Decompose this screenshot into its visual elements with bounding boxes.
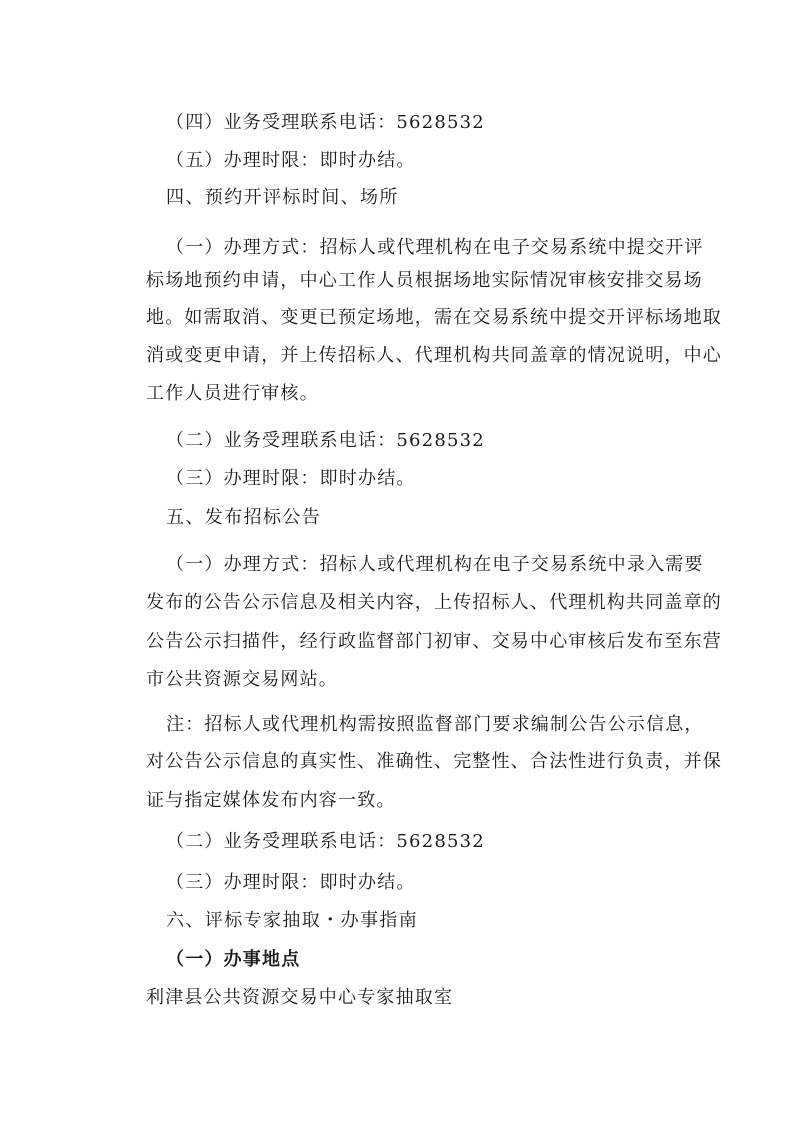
subheading: （一）办事地点 xyxy=(166,949,301,970)
contact-phone-line: （二）业务受理联系电话：5628532 xyxy=(166,831,485,852)
paragraph-line: 市公共资源交易网站。 xyxy=(146,669,338,690)
note-line: 对公告公示信息的真实性、准确性、完整性、合法性进行负责，并保 xyxy=(146,751,722,772)
paragraph-line: 标场地预约申请，中心工作人员根据场地实际情况审核安排交易场 xyxy=(146,270,703,291)
paragraph-line: 公告公示扫描件，经行政监督部门初审、交易中心审核后发布至东营 xyxy=(146,631,722,652)
paragraph-line: 消或变更申请，并上传招标人、代理机构共同盖章的情况说明，中心 xyxy=(146,345,722,366)
location-line: 利津县公共资源交易中心专家抽取室 xyxy=(146,987,454,1008)
paragraph-line: （一）办理方式：招标人或代理机构在电子交易系统中提交开评 xyxy=(166,237,704,258)
contact-phone-line: （四）业务受理联系电话：5628532 xyxy=(166,112,485,133)
paragraph-line: 工作人员进行审核。 xyxy=(146,383,319,404)
section-heading: 四、预约开评标时间、场所 xyxy=(166,187,399,208)
time-limit-line: （五）办理时限：即时办结。 xyxy=(166,150,416,171)
contact-phone-line: （二）业务受理联系电话：5628532 xyxy=(166,430,485,451)
section-heading: 六、评标专家抽取・办事指南 xyxy=(166,910,419,931)
time-limit-line: （三）办理时限：即时办结。 xyxy=(166,872,416,893)
note-line: 证与指定媒体发布内容一致。 xyxy=(146,790,396,811)
time-limit-line: （三）办理时限：即时办结。 xyxy=(166,468,416,489)
paragraph-line: 地。如需取消、变更已预定场地，需在交易系统中提交开评标场地取 xyxy=(146,307,722,328)
paragraph-line: 发布的公告公示信息及相关内容，上传招标人、代理机构共同盖章的 xyxy=(146,592,722,613)
paragraph-line: （一）办理方式：招标人或代理机构在电子交易系统中录入需要 xyxy=(166,554,704,575)
note-line: 注：招标人或代理机构需按照监督部门要求编制公告公示信息， xyxy=(166,714,704,735)
section-heading: 五、发布招标公告 xyxy=(166,507,322,528)
